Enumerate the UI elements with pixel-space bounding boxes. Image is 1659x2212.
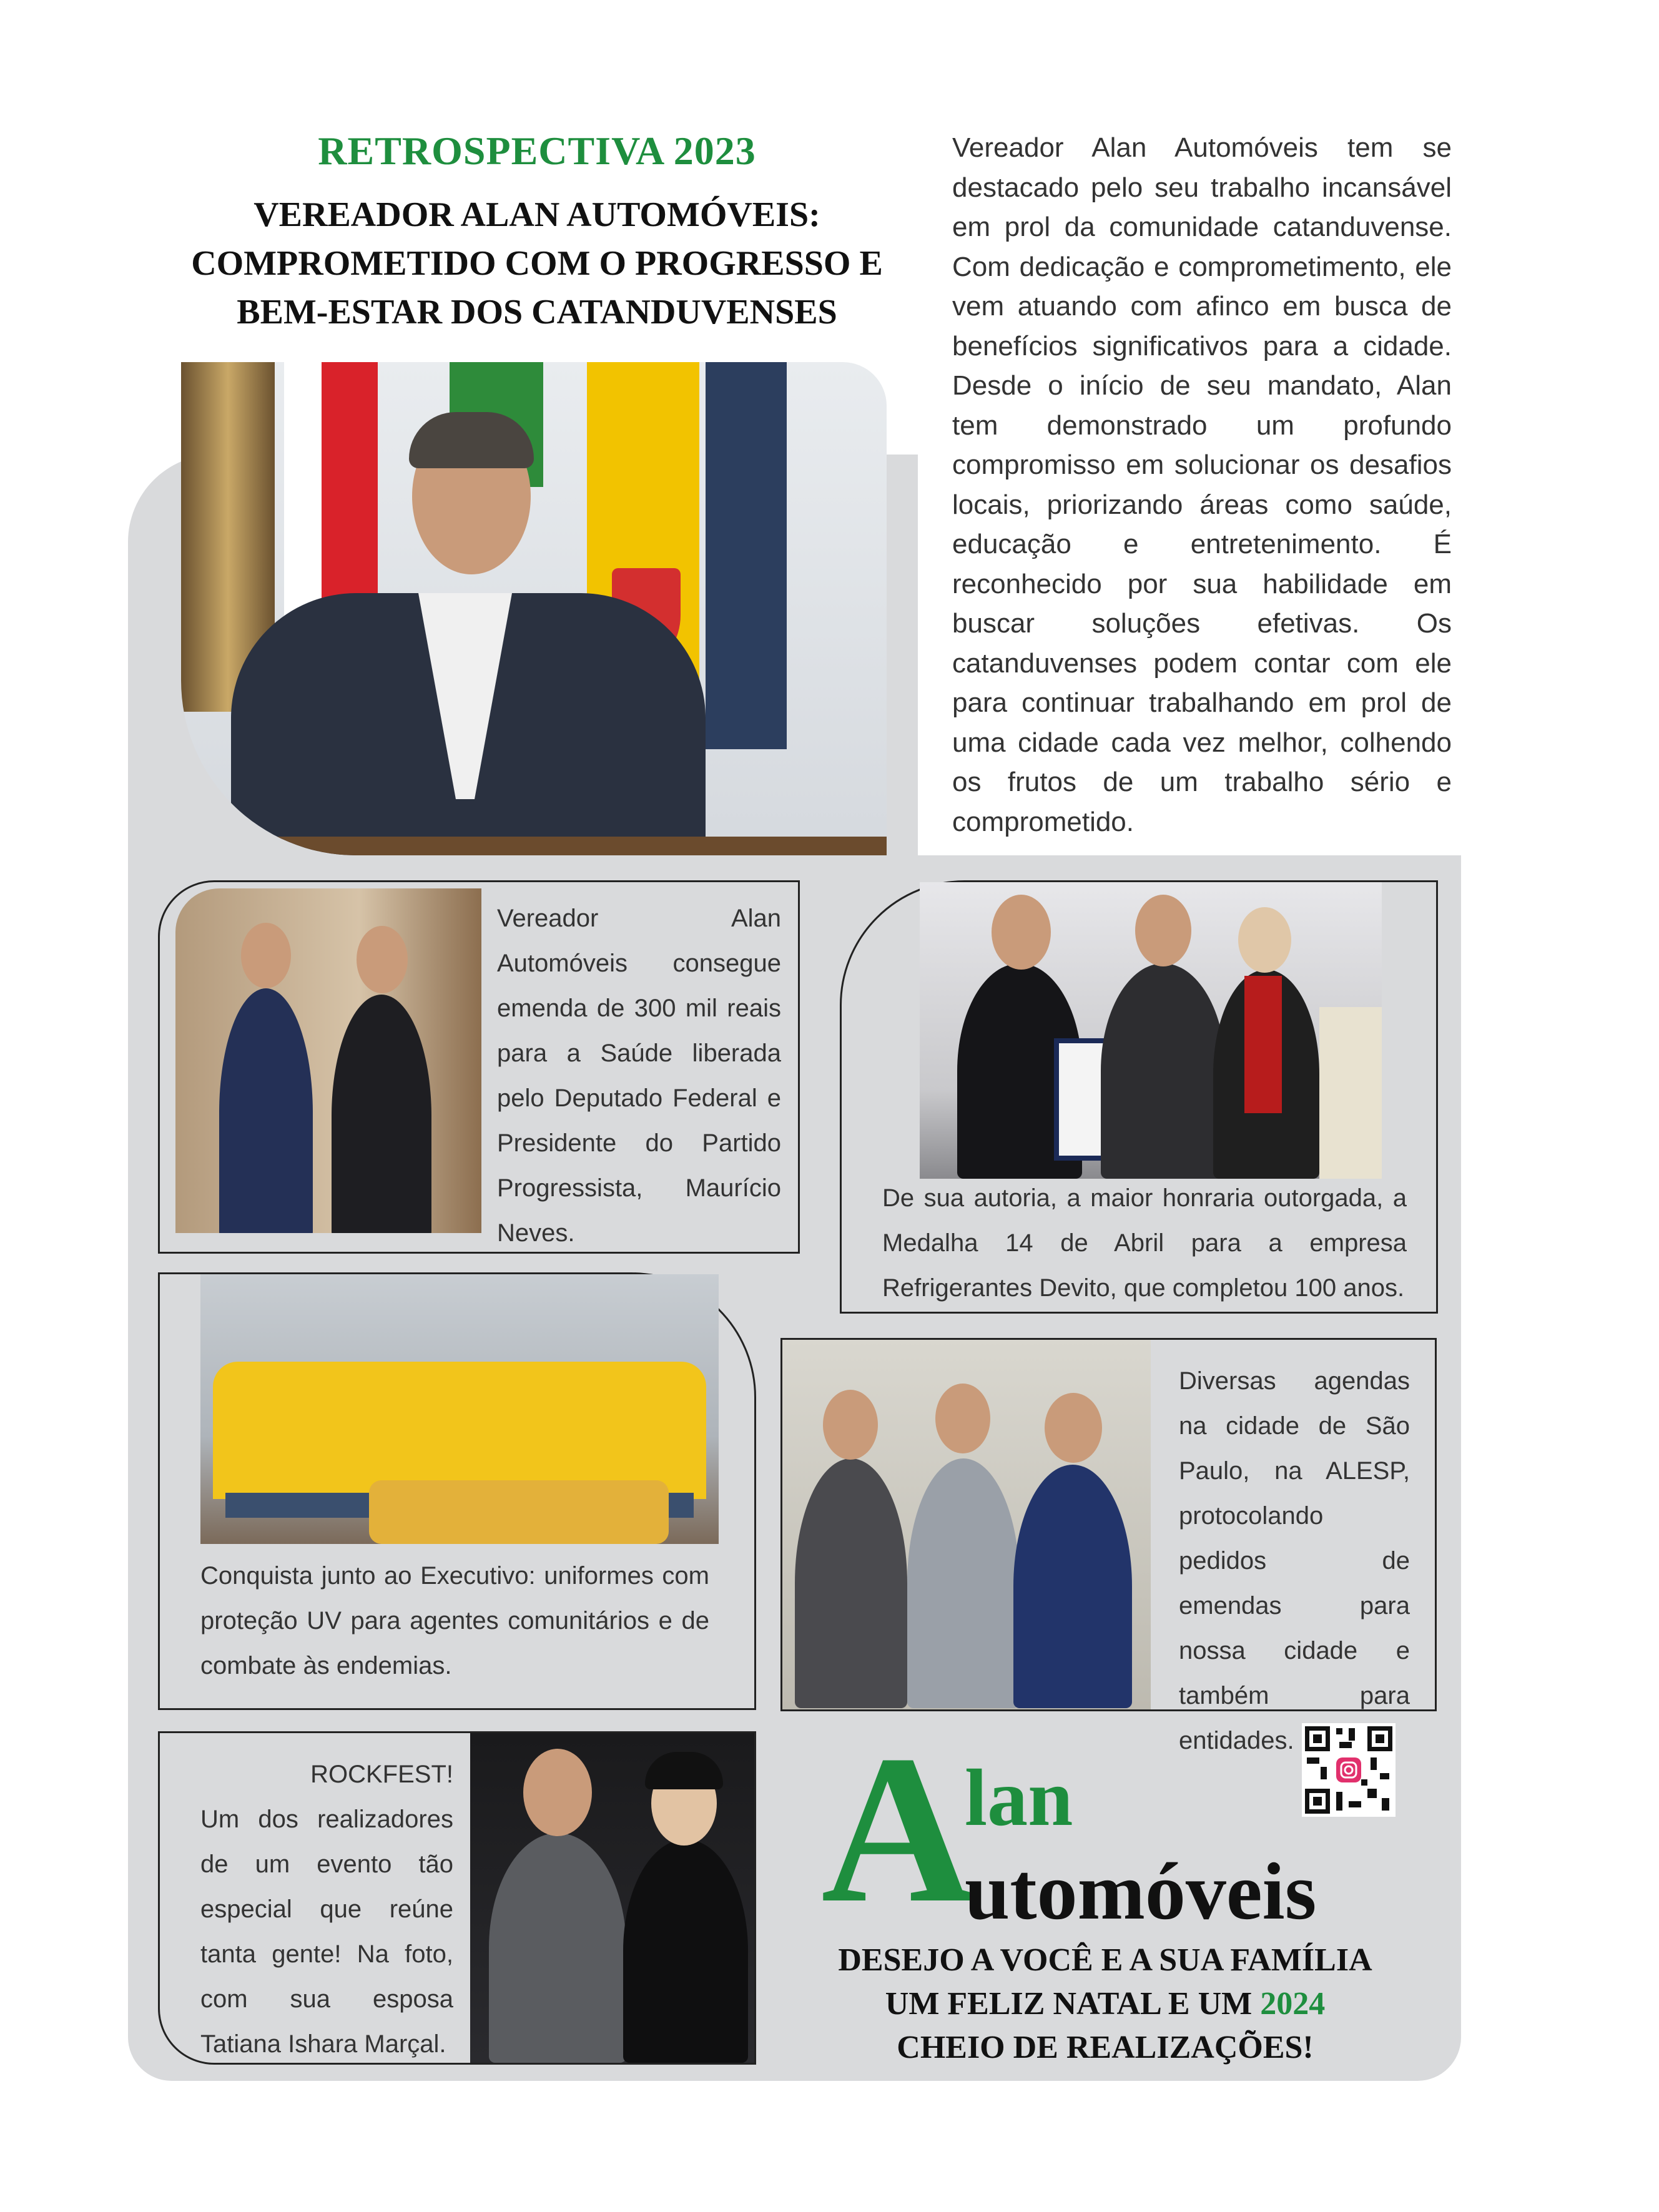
caption-uniformes: Conquista junto ao Executivo: uniformes com proteção UV para agentes comunitários e de combate às endemias. bbox=[200, 1562, 709, 1679]
main-photo bbox=[181, 362, 887, 855]
brand-initial: A bbox=[821, 1711, 975, 1947]
person-left bbox=[219, 988, 313, 1233]
caption-rockfest: Um dos realizadores de um evento tão especial que reúne tanta gente! Na foto, com sua esposa Tatiana Ishara Marçal. bbox=[200, 1806, 453, 2058]
intro-text: Vereador Alan Automóveis tem se destacado pelo seu trabalho incansável em prol da comunidade catanduvense. Com dedicação e comprometimento, ele vem atuando com afinco em busca de benefícios significativos para a cidade. Desde o início de seu mandato, Alan tem demonstrado um profundo compromisso em solucionar os desafios locais, priorizando áreas como saúde, educação e entretenimento. É reconhecido por sua habilidade em buscar soluções efetivas. Os catanduvenses podem contar com ele para continuar trabalhando em prol de uma cidade cada vez melhor, colhendo os frutos de um trabalho sério e comprometido. bbox=[952, 132, 1452, 837]
headline-line-1: VEREADOR ALAN AUTOMÓVEIS: bbox=[254, 195, 820, 234]
man-rockfest bbox=[489, 1833, 626, 2063]
caption-agendas: Diversas agendas na cidade de São Paulo, na ALESP, protocolando pedidos de emendas para nossa cidade e também para entidades. bbox=[1179, 1367, 1410, 1754]
city-banner bbox=[1319, 1007, 1382, 1179]
caption-medalha: De sua autoria, a maior honraria outorgada, a Medalha 14 de Abril para a empresa Refrigerantes Devito, que completou 100 anos. bbox=[882, 1184, 1407, 1302]
visitor-1 bbox=[795, 1458, 907, 1708]
greeting-line-1: DESEJO A VOCÊ E A SUA FAMÍLIA bbox=[838, 1942, 1372, 1978]
podium bbox=[181, 837, 887, 855]
card-rockfest bbox=[158, 1731, 756, 2065]
kicker-title: RETROSPECTIVA 2023 bbox=[318, 129, 756, 173]
card-agendas bbox=[780, 1338, 1437, 1754]
visitor-2-head bbox=[935, 1384, 990, 1453]
card-uniformes bbox=[158, 1272, 756, 1710]
card-emenda bbox=[158, 880, 800, 1254]
qr-code-graphic bbox=[1302, 1723, 1396, 1817]
honoree-3-head bbox=[1238, 907, 1291, 973]
brand-first-name: lan bbox=[965, 1753, 1073, 1843]
greeting-year: 2024 bbox=[1260, 1986, 1326, 2022]
visitor-2 bbox=[907, 1458, 1020, 1708]
photo-emenda bbox=[175, 888, 481, 1233]
headline bbox=[137, 190, 937, 337]
greeting-line-2 bbox=[812, 1982, 1399, 2026]
honoree-2 bbox=[1101, 963, 1226, 1179]
rockfest-text bbox=[200, 1752, 453, 2067]
card-medalha bbox=[840, 880, 1438, 1314]
visitor-3 bbox=[1013, 1465, 1132, 1708]
qr-code-icon[interactable] bbox=[1302, 1723, 1396, 1817]
person-right bbox=[332, 995, 431, 1233]
honoree-2-head bbox=[1135, 895, 1191, 966]
headline-line-3: BEM-ESTAR DOS CATANDUVENSES bbox=[237, 293, 837, 332]
greeting-line-3: CHEIO DE REALIZAÇÕES! bbox=[897, 2030, 1314, 2065]
woman-hair bbox=[645, 1752, 723, 1789]
headline-line-2: COMPROMETIDO COM O PROGRESSO E bbox=[191, 244, 883, 283]
photo-agendas bbox=[782, 1340, 1151, 1709]
greeting-line-2-text: UM FELIZ NATAL E UM bbox=[885, 1986, 1261, 2022]
photo-rockfest bbox=[470, 1733, 754, 2063]
man-rockfest-head bbox=[523, 1749, 592, 1836]
group-row bbox=[213, 1362, 706, 1499]
rockfest-title: ROCKFEST! bbox=[310, 1761, 453, 1788]
photo-uniformes bbox=[200, 1274, 719, 1544]
scarf bbox=[1244, 976, 1282, 1113]
woman-rockfest bbox=[623, 1839, 748, 2063]
instagram-icon bbox=[1336, 1757, 1361, 1782]
window-blue bbox=[706, 362, 787, 749]
photo-medalha bbox=[920, 882, 1382, 1179]
person-right-head bbox=[357, 926, 408, 993]
christmas-greeting bbox=[812, 1939, 1399, 2070]
caption-emenda: Vereador Alan Automóveis consegue emenda de 300 mil reais para a Saúde liberada pelo Deputado Federal e Presidente do Partido Progressista, Maurício Neves. bbox=[497, 905, 781, 1247]
visitor-1-head bbox=[823, 1390, 878, 1460]
uniform-packages bbox=[369, 1480, 669, 1544]
honoree-1-head bbox=[992, 895, 1051, 970]
person-left-head bbox=[241, 923, 291, 988]
visitor-3-head bbox=[1045, 1393, 1102, 1463]
brand-last-name: utomóveis bbox=[965, 1847, 1317, 1937]
